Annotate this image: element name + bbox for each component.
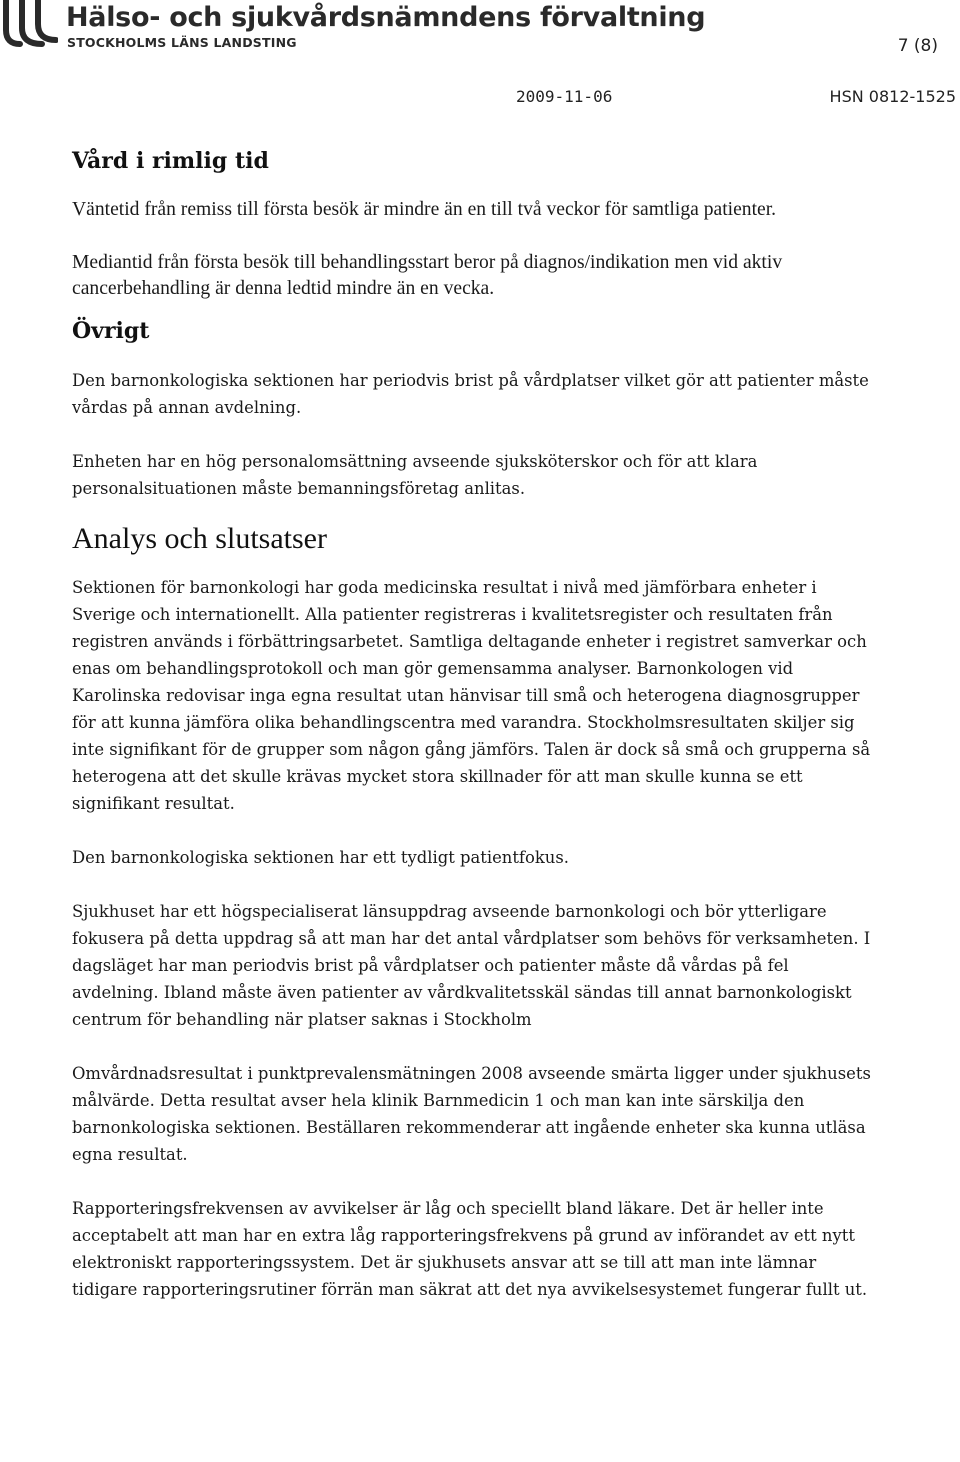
paragraph: Väntetid från remiss till första besök är mindre än en till två veckor för samtliga patienter. bbox=[72, 199, 777, 220]
paragraph: Omvårdnadsresultat i punktprevalensmätningen 2008 avseende smärta ligger under sjukhusets målvärde. Detta resultat avser hela klinik Barnmedicin 1 och man kan inte särskilja den barnonkologiska sektionen. Beställaren rekommenderar att ingående enheter ska kunna utläsa egna resultat. bbox=[72, 1063, 871, 1164]
paragraph: Rapporteringsfrekvensen av avvikelser är låg och speciellt bland läkare. Det är heller inte acceptabelt att man har en extra låg rapporteringsfrekvens på grund av införandet av ett nytt elektroniskt rapporteringssystem. Det är sjukhusets ansvar att se till att man inte lämnar tidigare rapporteringsrutiner förrän man säkrat att det nya avvikelsesystemet fungerar fullt ut. bbox=[72, 1198, 868, 1299]
document-reference: HSN 0812-1525 bbox=[829, 87, 956, 106]
paragraph: Mediantid från första besök till behandlingsstart beror på diagnos/indikation men vid aktiv cancerbehandling är denna ledtid mindre än en vecka. bbox=[72, 251, 783, 299]
heading-analys-och-slutsatser: Analys och slutsatser bbox=[72, 521, 327, 555]
paragraph: Den barnonkologiska sektionen har ett tydligt patientfokus. bbox=[72, 847, 569, 867]
page-number: 7 (8) bbox=[897, 36, 938, 56]
org-name: Hälso- och sjukvårdsnämndens förvaltning bbox=[66, 2, 706, 33]
sll-logo-icon bbox=[2, 0, 58, 48]
paragraph: Sektionen för barnonkologi har goda medicinska resultat i nivå med jämförbara enheter i Sverige och internationellt. Alla patienter registreras i kvalitetsregister och resultaten från registren används i förbättringsarbetet. Samtliga deltagande enheter i registret samverkar och enas om behandlingsprotokoll och man gör gemensamma analyser. Barnonkologen vid Karolinska redovisar inga egna resultat utan hänvisar till små och heterogena diagnosgrupper för att kunna jämföra olika behandlingscentra med varandra. Stockholmsresultaten skiljer sig inte signifikant för de grupper som någon gång jämförs. Talen är dock så små och grupperna så heterogena att det skulle krävas mycket stora skillnader för att man skulle kunna se ett signifikant resultat. bbox=[72, 577, 871, 813]
paragraph: Enheten har en hög personalomsättning avseende sjuksköterskor och för att klara personalsituationen måste bemanningsföretag anlitas. bbox=[72, 451, 758, 498]
paragraph: Sjukhuset har ett högspecialiserat länsuppdrag avseende barnonkologi och bör ytterligare fokusera på detta uppdrag så att man har det antal vårdplatser som behövs för verksamheten. I dagsläget har man periodvis brist på vårdplatser och patienter måste då vårdas på fel avdelning. Ibland måste även patienter av vårdkvalitetsskäl sändas till annat barnonkologiskt centrum för behandling när platser saknas i Stockholm bbox=[72, 901, 871, 1029]
document-date: 2009-11-06 bbox=[516, 87, 613, 106]
heading-vard-i-rimlig-tid: Vård i rimlig tid bbox=[72, 148, 269, 174]
org-subtitle: STOCKHOLMS LÄNS LANDSTING bbox=[67, 35, 297, 50]
document-body bbox=[72, 147, 872, 1330]
paragraph: Den barnonkologiska sektionen har periodvis brist på vårdplatser vilket gör att patienter måste vårdas på annan avdelning. bbox=[72, 370, 869, 417]
heading-ovrigt: Övrigt bbox=[72, 317, 150, 344]
